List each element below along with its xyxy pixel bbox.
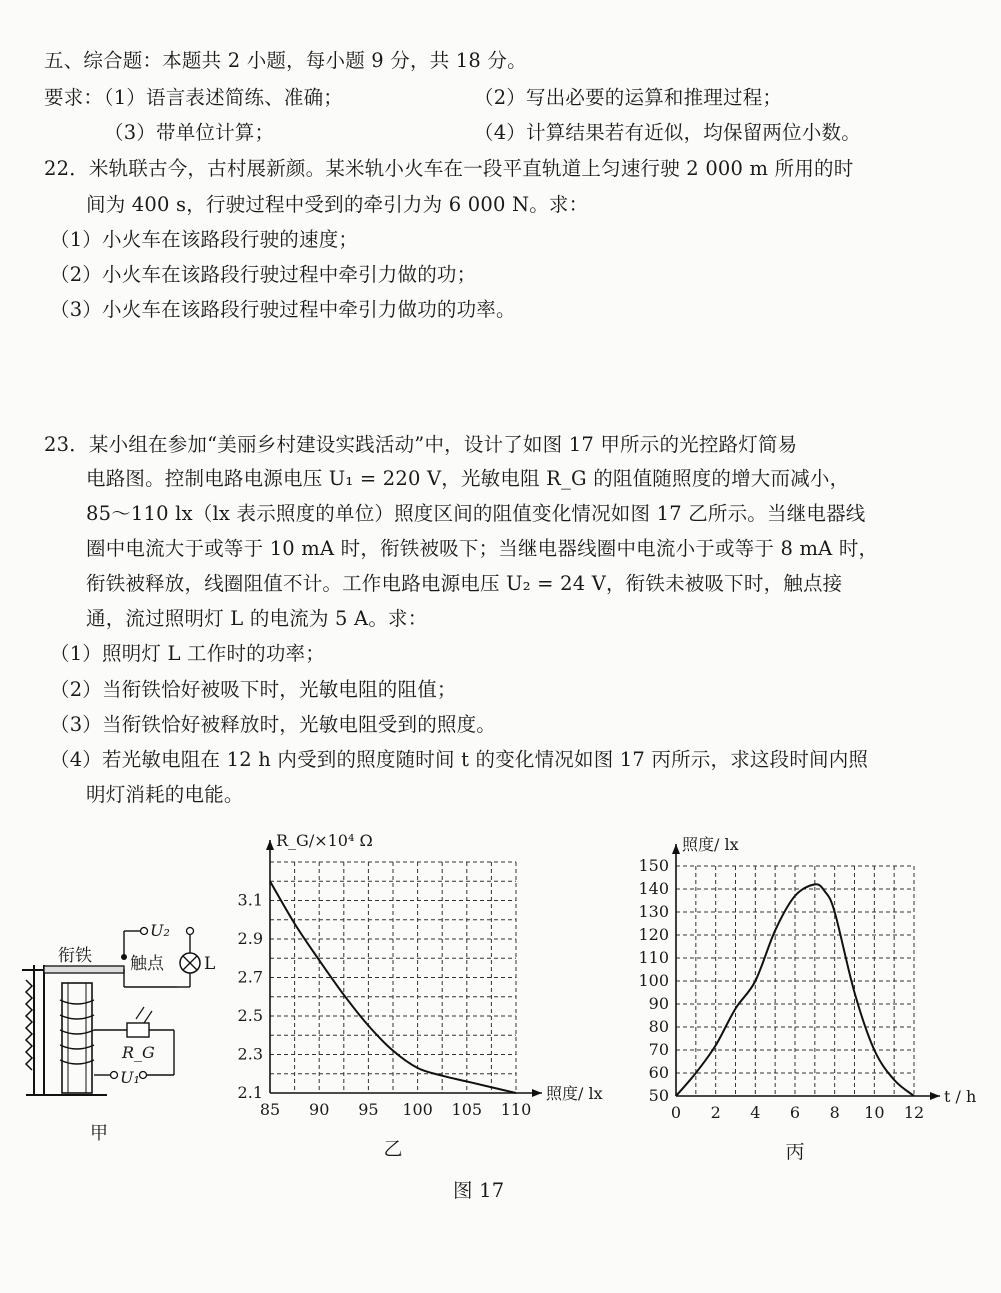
requirement-4: （4）计算结果若有近似，均保留两位小数。 — [474, 121, 861, 144]
x-axis-arrow — [930, 1092, 940, 1100]
q23-sub1: （1）照明灯 L 工作时的功率； — [50, 642, 325, 665]
requirement-1: （1）语言表述简练、准确； — [94, 86, 344, 109]
y-tick-label: 60 — [648, 1063, 669, 1082]
y-tick-label: 2.9 — [237, 929, 263, 948]
x-axis-arrow — [532, 1089, 542, 1097]
q23-stem-line1: 23．某小组在参加“美丽乡村建设实践活动”中，设计了如图 17 甲所示的光控路灯简易 — [44, 433, 798, 456]
y-axis-label: R_G/×10⁴ Ω — [276, 831, 373, 850]
chart-yi — [228, 820, 618, 1165]
y-tick-label: 110 — [638, 948, 669, 967]
x-tick-label: 105 — [451, 1100, 483, 1119]
chart-bing — [630, 820, 995, 1165]
x-tick-label: 85 — [259, 1100, 281, 1119]
y-tick-label: 2.3 — [237, 1044, 263, 1064]
y-tick-label: 130 — [638, 902, 669, 921]
q22-stem-line2: 间为 400 s，行驶过程中受到的牵引力为 6 000 N。求： — [86, 193, 589, 216]
y-tick-label: 80 — [648, 1017, 669, 1036]
q22-stem-line1: 22．米轨联古今，古村展新颜。某米轨小火车在一段平直轨道上匀速行驶 2 000 m 所用的时 — [44, 157, 854, 180]
figure-caption: 图 17 — [453, 1179, 505, 1202]
y-axis-arrow — [672, 844, 680, 854]
q23-sub4-line1: （4）若光敏电阻在 12 h 内受到的照度随时间 t 的变化情况如图 17 丙所示，求这段时间内照 — [50, 748, 869, 771]
q22-sub2: （2）小火车在该路段行驶过程中牵引力做的功； — [50, 263, 477, 286]
x-tick-label: 4 — [750, 1103, 761, 1122]
y-axis-arrow — [266, 840, 274, 850]
q23-sub3: （3）当衔铁恰好被释放时，光敏电阻受到的照度。 — [50, 713, 497, 736]
x-tick-label: 0 — [670, 1103, 682, 1122]
x-axis-label: 照度/ lx — [546, 1084, 603, 1103]
y-tick-label: 90 — [648, 994, 669, 1013]
grid — [676, 866, 914, 1096]
requirement-3: （3）带单位计算； — [104, 121, 275, 144]
y-tick-label: 3.1 — [237, 890, 263, 910]
q23-stem-line5: 衔铁被释放，线圈阻值不计。工作电路电源电压 U₂ = 24 V，衔铁未被吸下时，触点接 — [86, 572, 843, 595]
x-tick-label: 10 — [864, 1103, 885, 1122]
q23-stem-line6: 通，流过照明灯 L 的电流为 5 A。求： — [86, 607, 428, 630]
x-tick-label: 110 — [500, 1100, 532, 1119]
requirement-2: （2）写出必要的运算和推理过程； — [474, 86, 783, 109]
chart-caption: 丙 — [785, 1141, 805, 1163]
y-tick-label: 120 — [638, 925, 669, 944]
lamp-label: L — [204, 954, 216, 974]
grid — [270, 862, 516, 1093]
x-tick-label: 100 — [402, 1100, 433, 1119]
x-tick-label: 6 — [789, 1103, 801, 1122]
y-axis-label: 照度/ lx — [682, 835, 739, 854]
section-header: 五、综合题：本题共 2 小题，每小题 9 分，共 18 分。 — [44, 49, 527, 72]
q22-sub1: （1）小火车在该路段行驶的速度； — [50, 228, 359, 251]
q23-sub4-line2: 明灯消耗的电能。 — [86, 783, 244, 806]
u2-label: U₂ — [150, 921, 170, 940]
armature-label: 衔铁 — [58, 946, 92, 966]
y-tick-label: 2.7 — [237, 967, 263, 987]
y-tick-label: 70 — [648, 1040, 669, 1059]
x-tick-label: 90 — [309, 1100, 330, 1119]
x-axis-label: t / h — [944, 1087, 977, 1106]
q23-stem-line3: 85～110 lx（lx 表示照度的单位）照度区间的阻值变化情况如图 17 乙所示。当继电器线 — [86, 502, 866, 525]
y-tick-label: 140 — [638, 879, 669, 898]
y-tick-label: 50 — [648, 1086, 669, 1105]
y-tick-label: 150 — [638, 856, 669, 875]
q23-stem-line4: 圈中电流大于或等于 10 mA 时，衔铁被吸下；当继电器线圈中电流小于或等于 8 mA 时， — [86, 537, 879, 560]
x-tick-label: 8 — [829, 1103, 840, 1122]
requirements-label: 要求： — [44, 86, 104, 109]
u1-label: U₁ — [120, 1068, 140, 1087]
x-tick-label: 12 — [903, 1103, 925, 1122]
figure-jia-caption: 甲 — [90, 1123, 108, 1144]
y-tick-label: 2.5 — [237, 1006, 263, 1025]
y-tick-label: 100 — [638, 971, 669, 990]
chart-caption: 乙 — [383, 1138, 403, 1160]
contact-label: 触点 — [130, 954, 164, 974]
q23-stem-line2: 电路图。控制电路电源电压 U₁ = 220 V，光敏电阻 R_G 的阻值随照度的增大而减小， — [86, 467, 850, 490]
q22-sub3: （3）小火车在该路段行驶过程中牵引力做功的功率。 — [50, 298, 516, 321]
y-tick-label: 2.1 — [237, 1083, 263, 1102]
x-tick-label: 2 — [710, 1103, 721, 1122]
q23-sub2: （2）当衔铁恰好被吸下时，光敏电阻的阻值； — [50, 678, 457, 701]
rg-label: R_G — [122, 1043, 155, 1062]
circuit-diagram-jia — [12, 905, 217, 1150]
x-tick-label: 95 — [358, 1100, 379, 1119]
